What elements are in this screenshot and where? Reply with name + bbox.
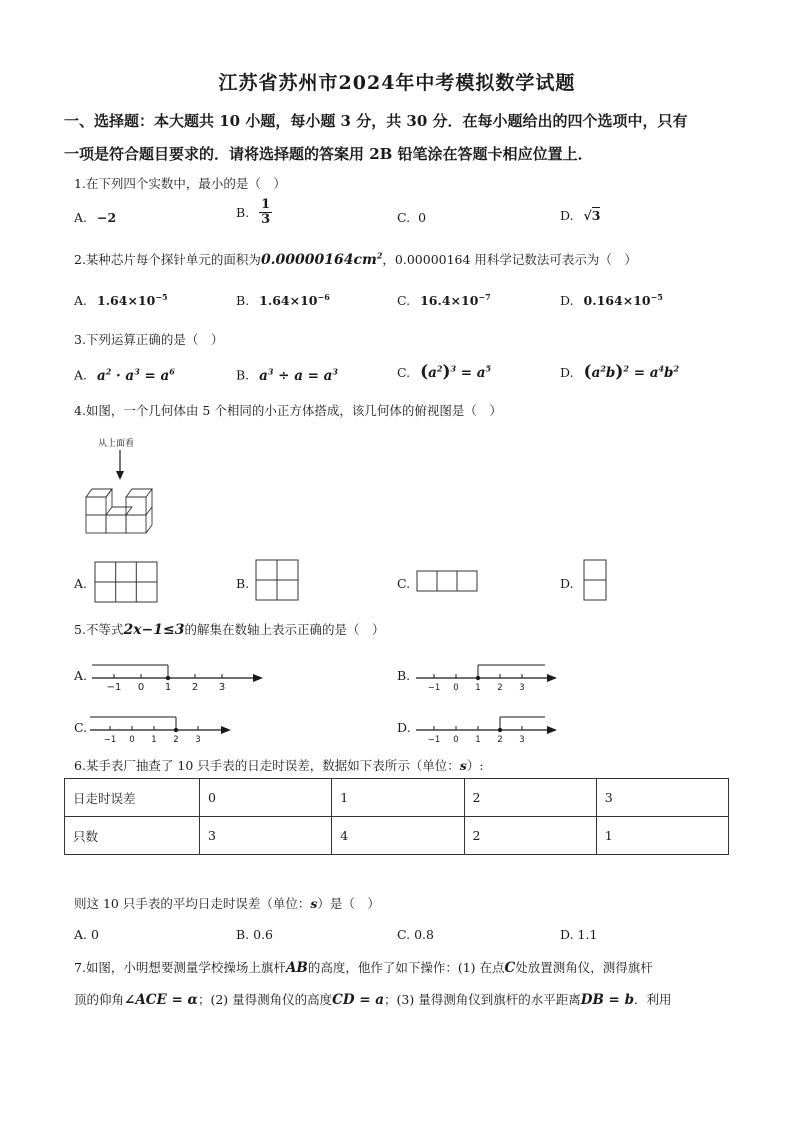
q6-option-a: A. 0 — [74, 927, 99, 942]
q6-unit: s — [459, 758, 467, 773]
q1-a-value: −2 — [97, 210, 117, 225]
q6-data-table — [64, 778, 729, 855]
q3-option-a — [74, 366, 175, 384]
table-cell: 3 — [596, 779, 728, 817]
q4-view-label: 从上面看 — [98, 439, 135, 449]
q3-stem: 3.下列运算正确的是（ ） — [74, 332, 224, 347]
q5-inequality: 2x−1≤3 — [123, 622, 185, 638]
q5-option-c-label: C. — [74, 720, 88, 735]
number-line-tick-label: 3 — [195, 735, 201, 745]
q7-text-5: ；(2) 量得测角仪的高度 — [197, 992, 333, 1007]
arrow-right-icon — [221, 726, 231, 734]
q4-option-a-grid — [94, 561, 158, 603]
q6-stem-tail: ）: — [466, 758, 484, 773]
q7-ab: AB — [285, 960, 308, 976]
number-line-tick-label: 0 — [129, 735, 135, 745]
q4-option-d-label: D. — [560, 576, 574, 591]
q7-c: C — [504, 960, 516, 976]
table-cell: 2 — [464, 817, 596, 855]
q6-followup-text: 则这 10 只手表的平均日走时误差（单位： — [74, 896, 311, 911]
section-heading-line1: 一、选择题：本大题共 10 小题，每小题 3 分，共 30 分．在每小题给出的四个选项中，只有 — [64, 112, 688, 130]
q1-d-label: D. — [560, 208, 574, 223]
page-title: 江苏省苏州市2024年中考模拟数学试题 — [218, 72, 576, 94]
q4-option-d-grid — [583, 559, 607, 601]
q6-followup-unit: s — [310, 896, 318, 911]
q5-option-d-number-line — [414, 704, 559, 746]
cube-stack — [86, 489, 152, 533]
q2-c-exp: −7 — [478, 292, 491, 302]
q3-a-label: A. — [74, 367, 88, 383]
table-cell: 1 — [332, 779, 464, 817]
number-line-tick-label: 1 — [475, 735, 481, 745]
number-line-tick-label: 0 — [453, 683, 459, 693]
number-line-tick-label: −1 — [427, 683, 441, 693]
q7-cd: CD = a — [332, 992, 385, 1008]
table-cell: 日走时误差 — [65, 779, 200, 817]
q3-option-c — [397, 362, 491, 382]
table-cell: 4 — [332, 817, 464, 855]
q2-area-value: 0.00000164cm — [260, 252, 377, 268]
q7-line1 — [74, 958, 653, 976]
q2-stem-text: 2.某种芯片每个探针单元的面积为 — [74, 252, 261, 267]
number-line-tick-label: 1 — [164, 682, 172, 693]
q1-option-a — [74, 210, 116, 225]
number-line-tick-label: 3 — [519, 683, 525, 693]
q7-text-3: 处放置测角仪，测得旗杆 — [515, 960, 653, 975]
q2-b-math — [259, 293, 330, 308]
number-line-tick-label: −1 — [106, 682, 122, 693]
q2-b-exp: −6 — [317, 292, 330, 302]
q1-b-fraction — [259, 198, 272, 227]
q4-stem: 4.如图，一个几何体由 5 个相同的小正方体搭成，该几何体的俯视图是（ ） — [74, 403, 502, 418]
q2-a-exp: −5 — [155, 292, 168, 302]
q2-option-b — [236, 292, 330, 308]
number-line-tick-label: 0 — [453, 735, 459, 745]
q2-option-a — [74, 292, 168, 308]
number-line-tick-label: 1 — [475, 683, 481, 693]
q2-a-label: A. — [74, 293, 88, 309]
q1-option-d — [560, 208, 600, 223]
number-line-tick-label: −1 — [427, 735, 441, 745]
q2-d-base: 0.164×10 — [583, 293, 651, 309]
q7-text-1: 7.如图，小明想要测量学校操场上旗杆 — [74, 960, 286, 975]
table-cell: 只数 — [65, 817, 200, 855]
q7-angle: ∠ACE = α — [124, 992, 198, 1008]
q2-d-math — [584, 293, 663, 308]
number-line-tick-label: −1 — [103, 735, 117, 745]
q7-text-7: ．利用 — [634, 992, 672, 1007]
q3-c-math: $(a^2)^3 = a^5$ — [420, 362, 492, 382]
q4-option-b-grid — [255, 559, 299, 601]
q1-d-sqrt: √3 — [583, 208, 601, 223]
q4-option-b-label: B. — [236, 576, 250, 591]
q3-option-b — [236, 366, 338, 384]
q5-option-b-label: B. — [397, 668, 411, 683]
q2-a-math — [97, 293, 168, 308]
number-line-tick-label: 3 — [218, 682, 226, 693]
q2-c-base: 16.4×10 — [420, 293, 479, 309]
q5-stem-text: 5.不等式 — [74, 622, 124, 637]
q3-a-math: $a^2 \cdot a^3 = a^6$ — [97, 366, 175, 384]
q3-d-label: D. — [560, 365, 574, 380]
number-line-tick-label: 2 — [173, 735, 179, 745]
q1-c-label: C. — [397, 210, 411, 225]
q2-c-math — [420, 293, 491, 308]
q3-option-d — [560, 362, 679, 382]
q1-b-numerator: 1 — [261, 197, 271, 212]
solution-endpoint-dot — [174, 728, 178, 732]
table-cell: 2 — [464, 779, 596, 817]
number-line-tick-label: 2 — [497, 735, 503, 745]
q1-a-label: A. — [74, 210, 88, 225]
q6-option-c: C. 0.8 — [397, 927, 434, 942]
number-line-tick-label: 0 — [137, 682, 145, 693]
q5-option-a-number-line — [90, 652, 265, 694]
solution-endpoint-dot — [166, 676, 170, 680]
q5-option-c-number-line — [88, 704, 233, 746]
q1-b-label: B. — [236, 205, 250, 220]
down-arrow-icon — [116, 450, 124, 480]
q6-stem-text: 6.某手表厂抽查了 10 只手表的日走时误差，数据如下表所示（单位： — [74, 758, 460, 773]
q3-b-math: $a^3 \div a = a^3$ — [259, 366, 338, 384]
q4-solid-figure — [80, 434, 170, 544]
q6-option-d: D. 1.1 — [560, 927, 598, 942]
q3-d-math: $(a^2b)^2 = a^4b^2$ — [583, 362, 680, 382]
q1-stem: 1.在下列四个实数中，最小的是（ ） — [74, 176, 286, 191]
q2-c-label: C. — [397, 293, 411, 309]
section-heading-line2: 一项是符合题目要求的．请将选择题的答案用 2B 铅笔涂在答题卡相应位置上． — [64, 145, 593, 163]
q2-a-base: 1.64×10 — [97, 293, 156, 309]
q7-db: DB = b — [580, 992, 635, 1008]
q1-d-radicand: 3 — [591, 208, 601, 223]
q1-option-c — [397, 210, 426, 225]
q6-option-b: B. 0.6 — [236, 927, 274, 942]
q1-option-b — [236, 198, 272, 227]
q3-c-label: C. — [397, 365, 411, 380]
q2-d-label: D. — [560, 293, 574, 309]
q2-stem-math — [261, 252, 382, 268]
number-line-tick-label: 1 — [151, 735, 157, 745]
q2-stem-tail: ，0.00000164 用科学记数法可表示为（ ） — [382, 252, 637, 267]
q5-option-a-label: A. — [74, 668, 88, 683]
q7-line2 — [74, 990, 672, 1008]
q6-followup-tail: ）是（ ） — [317, 896, 380, 911]
q4-option-c-grid — [416, 570, 478, 592]
q2-b-base: 1.64×10 — [259, 293, 318, 309]
arrow-right-icon — [253, 674, 263, 682]
q2-d-exp: −5 — [650, 292, 663, 302]
q6-stem — [74, 756, 484, 774]
q5-option-d-label: D. — [397, 720, 411, 735]
table-row — [65, 817, 729, 855]
q5-stem-tail: 的解集在数轴上表示正确的是（ ） — [184, 622, 385, 637]
q7-text-6: ；(3) 量得测角仪到旗杆的水平距离 — [384, 992, 581, 1007]
q4-option-c-label: C. — [397, 576, 411, 591]
table-cell: 0 — [200, 779, 332, 817]
q2-stem — [74, 250, 637, 268]
q2-option-c — [397, 292, 491, 308]
arrow-right-icon — [547, 674, 557, 682]
arrow-right-icon — [547, 726, 557, 734]
solution-endpoint-dot — [498, 728, 502, 732]
q2-b-label: B. — [236, 293, 250, 309]
q2-option-d — [560, 292, 663, 308]
q5-stem — [74, 620, 384, 638]
q1-b-denominator: 3 — [261, 212, 271, 227]
table-cell: 3 — [200, 817, 332, 855]
number-line-tick-label: 3 — [519, 735, 525, 745]
q4-option-a-label: A. — [74, 576, 88, 591]
number-line-tick-label: 2 — [191, 682, 199, 693]
solution-endpoint-dot — [476, 676, 480, 680]
q6-followup — [74, 894, 380, 912]
q7-text-4: 顶的仰角 — [74, 992, 125, 1007]
table-cell: 1 — [596, 817, 728, 855]
q3-b-label: B. — [236, 367, 250, 383]
table-row — [65, 779, 729, 817]
number-line-tick-label: 2 — [497, 683, 503, 693]
q7-text-2: 的高度，他作了如下操作：(1) 在点 — [307, 960, 505, 975]
q1-c-value: 0 — [418, 210, 427, 225]
q2-area-exponent: 2 — [376, 250, 383, 261]
q5-option-b-number-line — [414, 652, 559, 694]
